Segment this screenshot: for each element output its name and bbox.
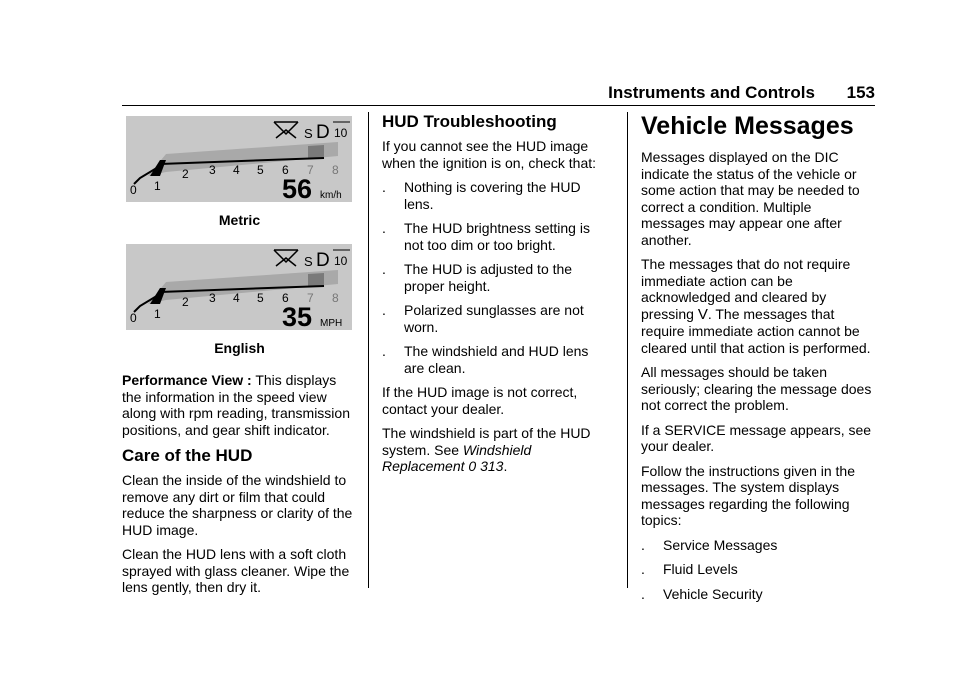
rpm-redline: [308, 145, 324, 158]
rpm-redline: [308, 273, 324, 286]
messages-paragraph-4: If a SERVICE message appears, see your dealer.: [641, 421, 872, 454]
rpm-tick: 2: [182, 167, 189, 181]
section-title: Instruments and Controls: [608, 83, 815, 102]
rpm-tick: 7: [307, 291, 314, 305]
list-item: . Fluid Levels: [641, 561, 738, 577]
checkmark-button-icon: V: [697, 305, 708, 323]
speed-unit: km/h: [320, 190, 342, 201]
rpm-tick: 2: [182, 295, 189, 309]
rpm-tick: 1: [154, 307, 161, 321]
care-heading: Care of the HUD: [122, 446, 253, 465]
care-paragraph-1: Clean the inside of the windshield to remove any dirt or film that could reduce the sharpness or clarity of the HUD image.: [122, 472, 353, 538]
vehicle-messages-heading: Vehicle Messages: [641, 112, 854, 140]
list-item: . Service Messages: [641, 536, 778, 553]
performance-view-text: This displays the information in the speed view along with rpm reading, transmission positions, and gear shift indicator.: [122, 372, 350, 438]
hud-figure-metric: [126, 116, 352, 202]
rpm-tick: 4: [233, 291, 240, 305]
list-item: . The HUD is adjusted to the proper height.: [382, 261, 573, 294]
column-left: [122, 112, 357, 604]
windshield-paragraph: The windshield is part of the HUD system. See Windshield Replacement 0 313.: [382, 425, 591, 474]
gear-drive: D: [316, 122, 330, 143]
messages-paragraph-3: All messages should be taken seriously; clearing the message does not correct the problem.: [641, 364, 872, 413]
performance-view-label: Performance View :: [122, 372, 252, 388]
bullet: .: [641, 585, 645, 602]
speed-readout: 35: [282, 302, 313, 330]
rpm-tick: 0: [130, 183, 137, 197]
list-item: . The windshield and HUD lens are clean.: [382, 343, 589, 376]
rpm-tick: 3: [209, 291, 216, 305]
bullet: .: [641, 561, 645, 577]
hud-gauge-metric: [126, 116, 352, 202]
gear-drive: D: [316, 250, 330, 271]
messages-paragraph-2: The messages that do not require immediate action can be acknowledged and cleared by pressing V. The messages that require immediate action cannot be cleared until that action is performed.: [641, 256, 871, 356]
bullet: .: [382, 179, 386, 195]
shift-indicator-icon: [274, 122, 298, 138]
shift-indicator-icon: [274, 250, 298, 266]
bullet: .: [382, 302, 386, 318]
page-number: 153: [846, 83, 875, 102]
rpm-tick: 0: [130, 311, 137, 325]
troubleshooting-intro: If you cannot see the HUD image when the ignition is on, check that:: [382, 138, 597, 171]
dealer-paragraph: If the HUD image is not correct, contact your dealer.: [382, 384, 578, 417]
messages-paragraph-1: Messages displayed on the DIC indicate the status of the vehicle or some action that may be needed to correct a condition. Multiple messages may appear one after another.: [641, 149, 860, 248]
figure-caption-english: English: [214, 340, 265, 356]
troubleshooting-heading: HUD Troubleshooting: [382, 112, 557, 131]
rpm-tick: 7: [307, 163, 314, 177]
hud-figure-english: [126, 244, 352, 330]
speed-readout: 56: [282, 174, 313, 202]
gear-sport: S: [304, 126, 313, 141]
rpm-tick: 1: [154, 179, 161, 193]
bullet: .: [382, 343, 386, 359]
rpm-tick: 5: [257, 163, 264, 177]
list-item: . The HUD brightness setting is not too dim or too bright.: [382, 220, 590, 253]
rpm-tick: 5: [257, 291, 264, 305]
column-middle: [382, 112, 604, 483]
rpm-tick: 6: [282, 163, 289, 177]
gear-number: 10: [334, 254, 348, 268]
speed-unit: MPH: [320, 318, 343, 329]
list-item: . Vehicle Security: [641, 585, 763, 602]
rpm-tick: 8: [332, 163, 339, 177]
performance-view-paragraph: [122, 372, 357, 438]
bullet: .: [641, 536, 645, 553]
hud-gauge-english: [126, 244, 352, 330]
windshield-replacement-link[interactable]: Windshield Replacement 0 313: [382, 441, 532, 474]
list-item: . Polarized sunglasses are not worn.: [382, 302, 584, 335]
rpm-tick: 8: [332, 291, 339, 305]
gear-sport: S: [304, 254, 313, 269]
column-divider: [627, 112, 628, 588]
page-ref-arrow-icon: 0: [468, 458, 477, 474]
figure-caption-metric: Metric: [218, 212, 261, 228]
rpm-tick: 6: [282, 291, 289, 305]
column-divider: [368, 112, 369, 588]
bullet: .: [382, 220, 386, 236]
care-paragraph-2: Clean the HUD lens with a soft cloth sprayed with glass cleaner. Wipe the lens gently, then dry it.: [122, 546, 350, 595]
list-item: . Nothing is covering the HUD lens.: [382, 179, 581, 212]
messages-paragraph-5: Follow the instructions given in the messages. The system displays messages regarding the following topics:: [641, 462, 855, 528]
rpm-tick: 4: [233, 163, 240, 177]
rpm-tick: 3: [209, 163, 216, 177]
bullet: .: [382, 261, 386, 277]
gear-number: 10: [334, 126, 348, 140]
column-right: [641, 112, 873, 610]
page-header: [122, 83, 875, 106]
